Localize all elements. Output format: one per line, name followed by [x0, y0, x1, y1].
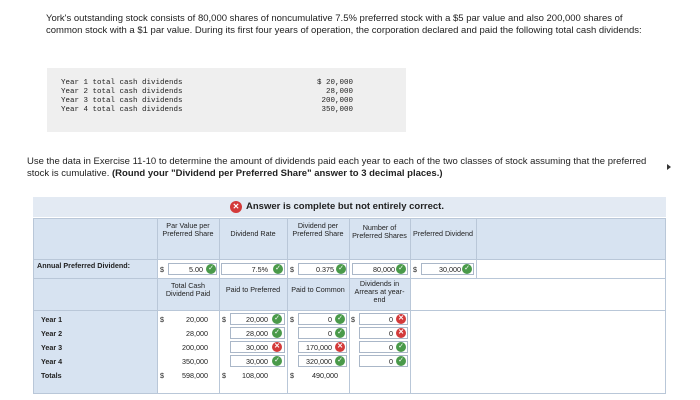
correct-icon: ✓ — [336, 264, 346, 274]
data-row-amount: 200,000 — [321, 97, 353, 105]
data-row — [61, 97, 353, 106]
dividend-per-share-value: 0.375 — [316, 265, 334, 274]
header-par-value: Par Value per Preferred Share — [162, 221, 214, 238]
annual-preferred-label: Annual Preferred Dividend: — [37, 261, 131, 270]
paid-preferred-value: 20,000 — [246, 315, 268, 324]
header-paid-common: Paid to Common — [291, 285, 345, 294]
table-divider — [476, 218, 477, 278]
incorrect-icon: ✕ — [230, 201, 242, 213]
correct-icon: ✓ — [396, 356, 406, 366]
data-row — [61, 88, 353, 97]
paid-common-value: 0 — [328, 315, 332, 324]
arrears-value: 0 — [389, 315, 393, 324]
table-divider — [410, 218, 411, 394]
question-text — [27, 156, 647, 179]
answer-status-bar — [33, 197, 666, 217]
arrears-value: 0 — [389, 329, 393, 338]
header-dividends-arrears: Dividends in Arrears at year-end — [354, 279, 405, 304]
paid-common-value: 320,000 — [306, 357, 332, 366]
dollar-sign: $ — [351, 315, 355, 324]
incorrect-icon: ✕ — [272, 342, 282, 352]
header-total-cash: Total Cash Dividend Paid — [165, 281, 211, 298]
correct-icon: ✓ — [396, 264, 406, 274]
dollar-sign: $ — [290, 315, 294, 324]
correct-icon: ✓ — [272, 314, 282, 324]
cursor-arrow-icon — [667, 164, 671, 170]
dividend-rate-value: 7.5% — [251, 265, 268, 274]
correct-icon: ✓ — [273, 264, 283, 274]
preferred-dividend-value: 30,000 — [439, 265, 461, 274]
paid-preferred-sum: 108,000 — [242, 371, 268, 380]
paid-preferred-value: 28,000 — [246, 329, 268, 338]
data-row-amount: $ 20,000 — [316, 79, 353, 87]
dollar-sign: $ — [222, 371, 226, 380]
data-row — [61, 79, 353, 88]
correct-icon: ✓ — [272, 328, 282, 338]
par-value-value: 5.00 — [189, 265, 203, 274]
number-shares-value: 80,000 — [373, 265, 395, 274]
problem-intro: York's outstanding stock consists of 80,000 shares of noncumulative 7.5% preferred stock with a $5 par value and also 200,000 shares of common stock with a $1 par value. During its first four years of operation, the corporation declared and paid the following total cash dividends: — [46, 13, 642, 36]
dollar-sign: $ — [160, 315, 164, 324]
question-rounding-note: (Round your "Dividend per Preferred Share" answer to 3 decimal places.) — [112, 167, 443, 179]
row-label: Year 4 — [41, 357, 63, 366]
data-row — [61, 106, 353, 115]
incorrect-icon: ✕ — [335, 342, 345, 352]
paid-preferred-value: 30,000 — [246, 357, 268, 366]
data-row-label: Year 1 total cash dividends — [61, 79, 183, 87]
paid-common-value: 0 — [328, 329, 332, 338]
total-cash-value: 350,000 — [182, 357, 208, 366]
dollar-sign: $ — [413, 265, 417, 274]
correct-icon: ✓ — [335, 328, 345, 338]
correct-icon: ✓ — [335, 356, 345, 366]
incorrect-icon: ✕ — [396, 314, 406, 324]
total-cash-value: 28,000 — [186, 329, 208, 338]
row-label: Year 1 — [41, 315, 63, 324]
table-divider — [349, 218, 350, 394]
answer-status-text: Answer is complete but not entirely correct. — [246, 201, 444, 212]
totals-label: Totals — [41, 371, 62, 380]
table-divider — [219, 218, 220, 394]
correct-icon: ✓ — [335, 314, 345, 324]
incorrect-icon: ✕ — [396, 328, 406, 338]
correct-icon: ✓ — [462, 264, 472, 274]
question-body: Use the data in Exercise 11-10 to determine the amount of dividends paid each year to each of the two classes of stock assuming that the preferred stock is cumulative. — [27, 156, 647, 179]
row-label: Year 2 — [41, 329, 63, 338]
correct-icon: ✓ — [272, 356, 282, 366]
paid-common-value: 170,000 — [306, 343, 332, 352]
data-row-label: Year 2 total cash dividends — [61, 88, 183, 96]
header-dividend-per-share: Dividend per Preferred Share — [292, 221, 344, 238]
row-label: Year 3 — [41, 343, 63, 352]
total-cash-value: 200,000 — [182, 343, 208, 352]
correct-icon: ✓ — [206, 264, 216, 274]
data-row-amount: 350,000 — [321, 106, 353, 114]
dollar-sign: $ — [222, 315, 226, 324]
data-row-amount: 28,000 — [325, 88, 353, 96]
header-paid-preferred: Paid to Preferred — [225, 285, 281, 294]
table-divider — [157, 218, 158, 394]
table-divider — [287, 218, 288, 394]
total-cash-value: 20,000 — [186, 315, 208, 324]
arrears-value: 0 — [389, 357, 393, 366]
header-dividend-rate: Dividend Rate — [230, 229, 276, 238]
header-number-shares: Number of Preferred Shares — [352, 223, 407, 240]
dollar-sign: $ — [160, 265, 164, 274]
paid-common-sum: 490,000 — [312, 371, 338, 380]
dollar-sign: $ — [290, 371, 294, 380]
header-preferred-dividend: Preferred Dividend — [413, 229, 473, 238]
dollar-sign: $ — [290, 265, 294, 274]
correct-icon: ✓ — [396, 342, 406, 352]
arrears-value: 0 — [389, 343, 393, 352]
total-cash-sum: 598,000 — [182, 371, 208, 380]
dividends-data-box — [47, 68, 406, 132]
paid-preferred-value: 30,000 — [246, 343, 268, 352]
data-row-label: Year 3 total cash dividends — [61, 97, 183, 105]
data-row-label: Year 4 total cash dividends — [61, 106, 183, 114]
dollar-sign: $ — [160, 371, 164, 380]
